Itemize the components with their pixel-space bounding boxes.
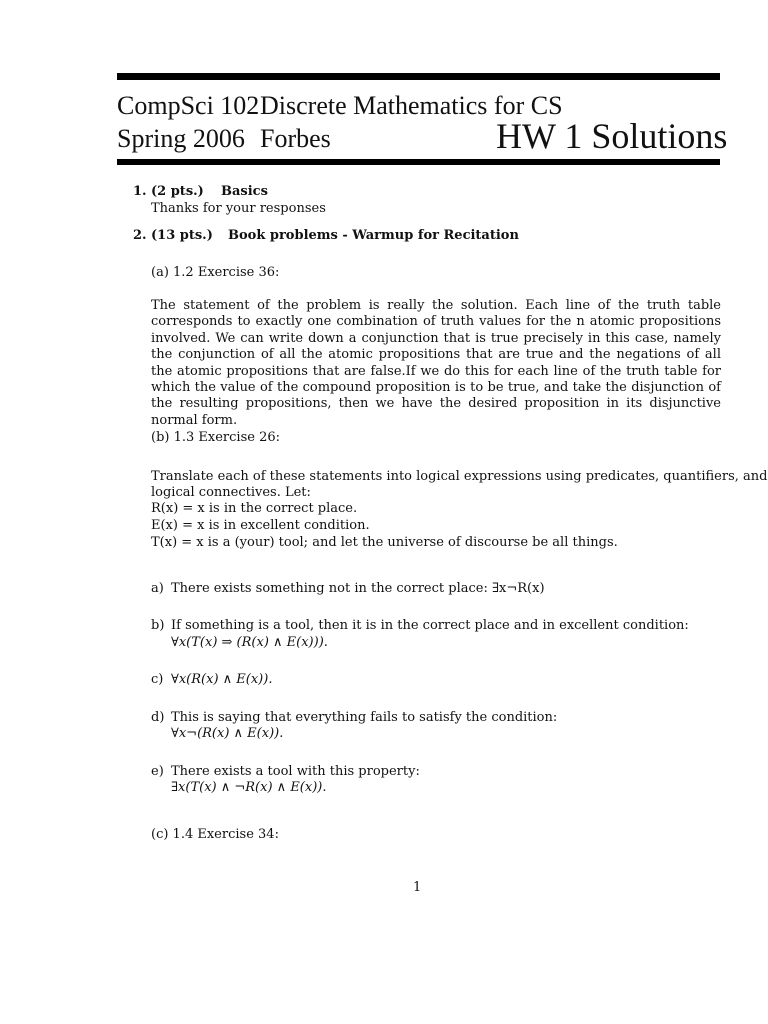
part-b-intro-line2: logical connectives. Let: xyxy=(151,485,311,500)
definition-t: T(x) = x is a (your) tool; and let the universe of discourse be all things. xyxy=(151,535,618,550)
header-bottom-rule xyxy=(117,159,720,165)
item-e-label: e) xyxy=(151,764,164,779)
part-a-label: (a) 1.2 Exercise 36: xyxy=(151,265,280,280)
q1-body: Thanks for your responses xyxy=(151,201,326,216)
item-a-text: There exists something not in the correct place: ∃x¬R(x) xyxy=(171,581,545,596)
course-code: CompSci 102 xyxy=(117,91,260,120)
header-top-rule xyxy=(117,73,720,80)
item-e-formula: ∃x(T(x) ∧ ¬R(x) ∧ E(x)). xyxy=(171,780,327,795)
item-e-text: There exists a tool with this property: xyxy=(171,764,420,779)
q1-number: 1. xyxy=(133,184,147,199)
q2-points: (13 pts.) xyxy=(151,228,213,243)
item-b-label: b) xyxy=(151,618,165,633)
instructor: Forbes xyxy=(260,124,331,153)
item-c-formula: ∀x(R(x) ∧ E(x)). xyxy=(171,672,273,687)
part-c-label: (c) 1.4 Exercise 34: xyxy=(151,827,279,842)
item-d-text: This is saying that everything fails to satisfy the condition: xyxy=(171,710,558,725)
item-c-label: c) xyxy=(151,672,164,687)
definition-e: E(x) = x is in excellent condition. xyxy=(151,518,370,533)
q1-points: (2 pts.) xyxy=(151,184,204,199)
part-b-intro-line1: Translate each of these statements into logical expressions using predicates, quantifiers, and xyxy=(151,469,768,484)
item-b-text: If something is a tool, then it is in the correct place and in excellent condition: xyxy=(171,618,689,633)
q1-title: Basics xyxy=(221,184,268,199)
page-number: 1 xyxy=(413,880,422,895)
course-title: Discrete Mathematics for CS xyxy=(260,91,563,120)
term: Spring 2006 xyxy=(117,124,245,153)
document-title: HW 1 Solutions xyxy=(496,116,728,156)
q2-number: 2. xyxy=(133,228,147,243)
item-d-formula: ∀x¬(R(x) ∧ E(x)). xyxy=(171,726,284,741)
item-d-label: d) xyxy=(151,710,165,725)
part-a-text: The statement of the problem is really the solution. Each line of the truth table corresponds to exactly one combination of truth values for the n atomic propositions involved. We can write down a conjunction that is true precisely in this case, namely the conjunction of all the atomic propositions that are true and the negations of all the atomic propositions that are false.If we do this for each line of the truth table for which the value of the compound proposition is to be true, and take the disjunction of the resulting propositions, then we have the desired proposition in its disjunctive normal form. xyxy=(151,298,721,428)
q2-title: Book problems - Warmup for Recitation xyxy=(228,228,519,243)
definition-r: R(x) = x is in the correct place. xyxy=(151,501,358,516)
item-a-label: a) xyxy=(151,581,164,596)
item-b-formula: ∀x(T(x) ⇒ (R(x) ∧ E(x))). xyxy=(171,635,328,650)
part-b-label: (b) 1.3 Exercise 26: xyxy=(151,430,280,445)
